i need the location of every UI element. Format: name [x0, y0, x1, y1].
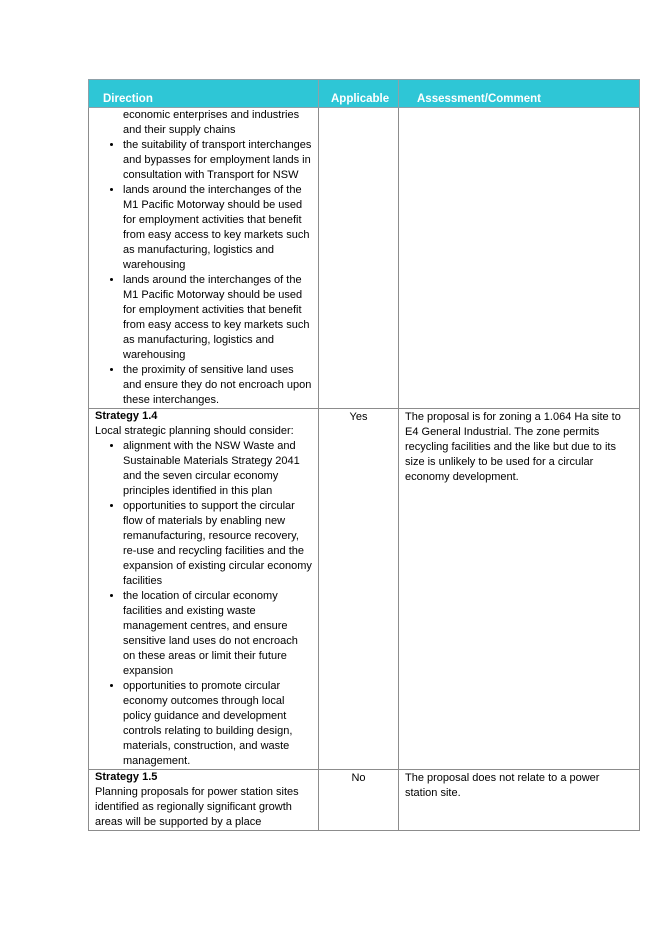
assessment-table	[88, 79, 640, 831]
list-item: • lands around the interchanges of the M1 Pacific Motorway should be used for employment activities that benefit from easy access to key markets such as manufacturing, logistics and warehousing	[123, 183, 312, 273]
strategy-title: Strategy 1.4	[95, 410, 158, 422]
list-item: • alignment with the NSW Waste and Sustainable Materials Strategy 2041 and the seven circular economy principles identified in this plan	[123, 439, 312, 499]
bullet-list	[95, 138, 312, 408]
list-item: • opportunities to promote circular economy outcomes through local policy guidance and development controls relating to building design, materials, construction, and waste management.	[123, 679, 312, 769]
bullet-list	[95, 439, 312, 769]
strategy-intro: Local strategic planning should consider:	[95, 425, 294, 437]
header-applicable: Applicable	[319, 80, 399, 108]
list-item: • the proximity of sensitive land uses and ensure they do not encroach upon these interchanges.	[123, 363, 312, 408]
direction-cell	[89, 108, 319, 409]
applicable-cell	[319, 108, 399, 409]
assessment-cell: The proposal is for zoning a 1.064 Ha site to E4 General Industrial. The zone permits recycling facilities and the like but due to its size is unlikely to be used for a circular economy development.	[399, 409, 640, 770]
header-direction: Direction	[89, 80, 319, 108]
strategy-title: Strategy 1.5	[95, 771, 158, 783]
header-row	[89, 80, 640, 108]
assessment-cell: The proposal does not relate to a power station site.	[399, 770, 640, 831]
applicable-cell: Yes	[319, 409, 399, 770]
list-item: • opportunities to support the circular flow of materials by enabling new remanufacturing, resource recovery, re-use and recycling facilities and the expansion of existing circular economy facilities	[123, 499, 312, 589]
list-item: • the suitability of transport interchanges and bypasses for employment lands in consultation with Transport for NSW	[123, 138, 312, 183]
table-row	[89, 770, 640, 831]
applicable-cell: No	[319, 770, 399, 831]
table-row	[89, 409, 640, 770]
table-row	[89, 108, 640, 409]
list-item: • the location of circular economy facilities and existing waste management centres, and ensure sensitive land uses do not encroach on these areas or limit their future expansion	[123, 589, 312, 679]
continued-text: economic enterprises and industries and their supply chains	[123, 109, 300, 136]
header-assessment: Assessment/Comment	[399, 80, 640, 108]
direction-cell	[89, 409, 319, 770]
strategy-intro: Planning proposals for power station sites identified as regionally significant growth areas will be supported by a place	[95, 786, 299, 828]
list-item: • lands around the interchanges of the M1 Pacific Motorway should be used for employment activities that benefit from easy access to key markets such as manufacturing, logistics and warehousing	[123, 273, 312, 363]
assessment-cell	[399, 108, 640, 409]
direction-cell	[89, 770, 319, 831]
